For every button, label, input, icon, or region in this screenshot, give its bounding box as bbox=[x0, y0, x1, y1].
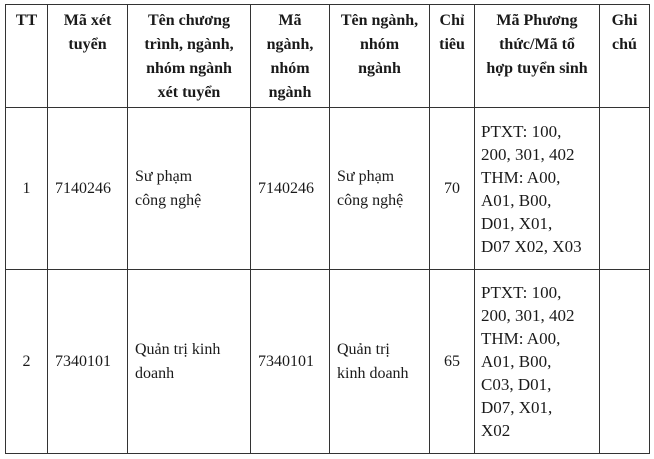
header-line: ngành bbox=[358, 60, 401, 77]
cell-chi-tieu: 70 bbox=[430, 108, 475, 270]
header-line: ngành bbox=[268, 84, 312, 101]
header-tt bbox=[6, 5, 48, 108]
header-line: nhóm bbox=[359, 36, 400, 53]
cell-line: công nghệ bbox=[337, 191, 404, 209]
cell-line: C03, D01, bbox=[481, 375, 552, 394]
cell-line: A01, B00, bbox=[481, 190, 552, 210]
cell-ma-xet-tuyen: 7340101 bbox=[48, 270, 128, 454]
cell-line: Quản trị kinh bbox=[135, 340, 221, 358]
header-line: chú bbox=[612, 36, 637, 53]
cell-ma-phuong-thuc bbox=[475, 270, 600, 454]
cell-line: doanh bbox=[135, 364, 175, 382]
header-line: Mã bbox=[278, 12, 302, 29]
header-ten-chuong-trinh bbox=[128, 5, 251, 108]
header-ma-xet-tuyen bbox=[48, 5, 128, 108]
header-ma-phuong-thuc bbox=[475, 5, 600, 108]
cell-ma-nganh: 7340101 bbox=[251, 270, 330, 454]
header-line: Tên ngành, bbox=[340, 12, 419, 29]
header-line: nhóm bbox=[270, 60, 310, 77]
cell-ghi-chu bbox=[600, 108, 650, 270]
table-row bbox=[6, 270, 650, 454]
cell-line: PTXT: 100, bbox=[481, 121, 562, 141]
header-line: Chỉ bbox=[439, 12, 465, 29]
header-line: nhóm ngành bbox=[146, 60, 232, 77]
header-line: Mã Phương bbox=[496, 12, 578, 29]
header-line: Ghi bbox=[611, 12, 638, 29]
cell-tt: 2 bbox=[6, 270, 48, 454]
cell-line: PTXT: 100, bbox=[481, 283, 562, 302]
header-ghi-chu bbox=[600, 5, 650, 108]
cell-tt: 1 bbox=[6, 108, 48, 270]
header-line: tuyển bbox=[68, 36, 107, 53]
header-line: xét tuyển bbox=[157, 84, 221, 101]
cell-ten-nganh bbox=[330, 108, 430, 270]
cell-ma-phuong-thuc bbox=[475, 108, 600, 270]
header-line: Mã xét bbox=[63, 12, 112, 29]
cell-ten-chuong-trinh bbox=[128, 270, 251, 454]
header-ten-nganh bbox=[330, 5, 430, 108]
cell-ghi-chu bbox=[600, 270, 650, 454]
cell-line: công nghệ bbox=[135, 191, 202, 209]
header-line: Tên chương bbox=[147, 12, 231, 29]
header-line: ngành, bbox=[266, 36, 314, 53]
table-row bbox=[6, 108, 650, 270]
header-line: TT bbox=[15, 12, 38, 29]
cell-line: Quản trị bbox=[337, 340, 390, 358]
cell-line: THM: A00, bbox=[481, 329, 561, 348]
cell-line: Sư phạm bbox=[135, 167, 193, 185]
cell-chi-tieu: 65 bbox=[430, 270, 475, 454]
cell-line: D01, X01, bbox=[481, 213, 553, 233]
cell-ten-nganh bbox=[330, 270, 430, 454]
cell-line: A01, B00, bbox=[481, 352, 552, 371]
header-chi-tieu bbox=[430, 5, 475, 108]
cell-ma-xet-tuyen: 7140246 bbox=[48, 108, 128, 270]
cell-line: kinh doanh bbox=[337, 364, 409, 382]
header-line: thức/Mã tổ bbox=[499, 36, 575, 53]
header-ma-nganh bbox=[251, 5, 330, 108]
cell-ten-chuong-trinh bbox=[128, 108, 251, 270]
cell-line: D07, X01, bbox=[481, 398, 553, 417]
cell-line: X02 bbox=[481, 421, 511, 440]
header-line: trình, ngành, bbox=[144, 36, 234, 53]
cell-line: 200, 301, 402 bbox=[481, 306, 575, 325]
table-header-row bbox=[6, 5, 650, 108]
cell-line: Sư phạm bbox=[337, 167, 395, 185]
cell-line: D07 X02, X03 bbox=[481, 236, 582, 256]
header-line: hợp tuyển sinh bbox=[486, 60, 588, 77]
cell-line: 200, 301, 402 bbox=[481, 144, 575, 164]
header-line: tiêu bbox=[439, 36, 465, 53]
admissions-table bbox=[5, 4, 650, 454]
cell-ma-nganh: 7140246 bbox=[251, 108, 330, 270]
cell-line: THM: A00, bbox=[481, 167, 561, 187]
